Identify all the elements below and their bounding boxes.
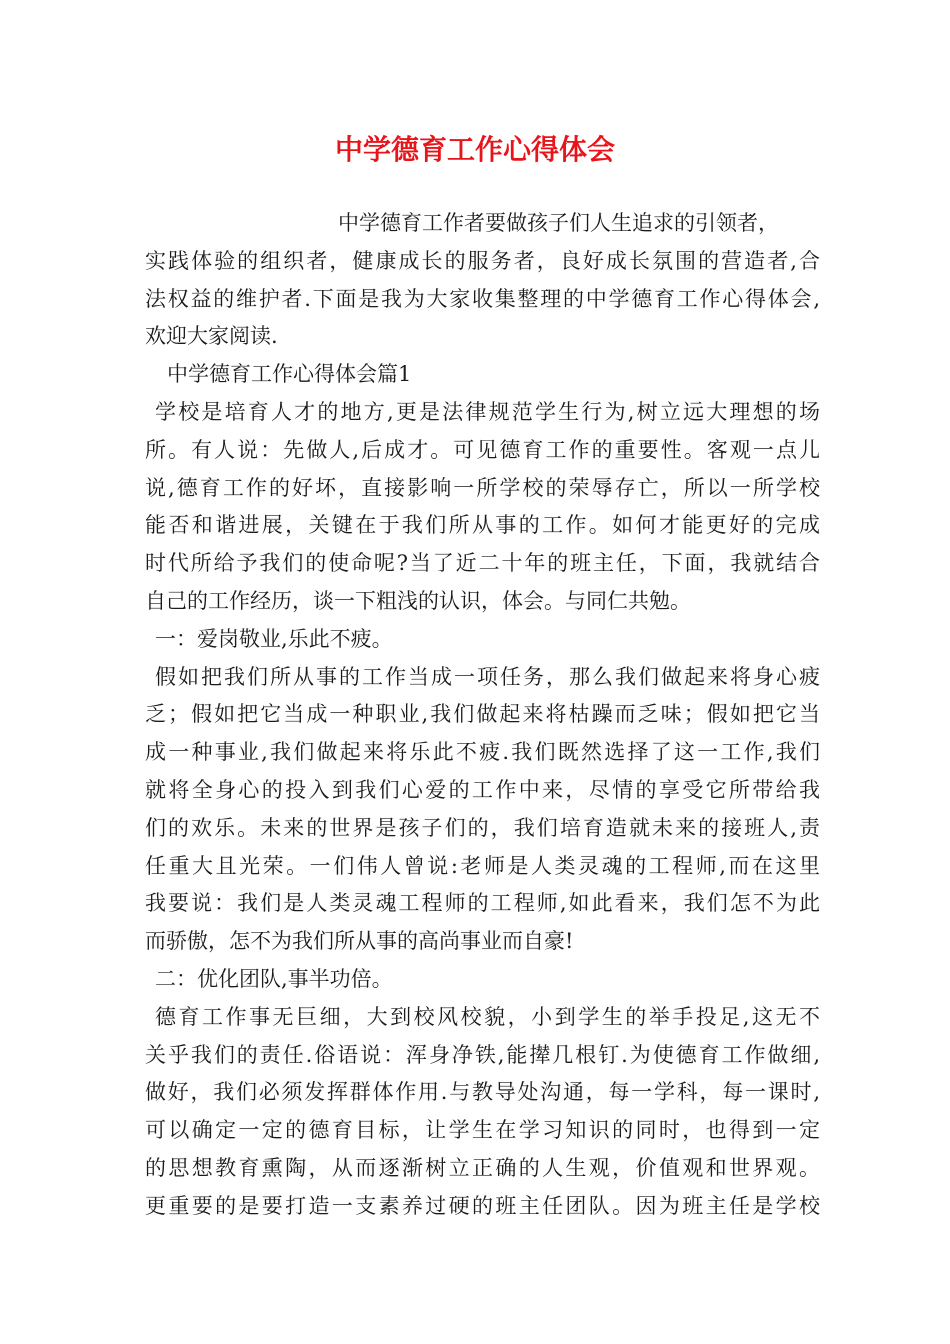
- intro-line: 中学德育工作者要做孩子们人生追求的引领者，: [338, 211, 779, 235]
- paragraph-line: 就将全身心的投入到我们心爱的工作中来，尽情的享受它所带给我: [145, 777, 820, 802]
- document-body: [145, 205, 820, 1226]
- paragraph-line: 自己的工作经历，谈一下粗浅的认识，体会。与同仁共勉。: [145, 588, 691, 613]
- paragraph-line: 乏；假如把它当成一种职业,我们做起来将枯躁而乏味；假如把它当: [145, 702, 820, 727]
- paragraph-line: 说,德育工作的好坏，直接影响一所学校的荣辱存亡，所以一所学校: [145, 475, 820, 500]
- section-heading: 中学德育工作心得体会篇1: [167, 362, 412, 387]
- paragraph-line: 成一种事业,我们做起来将乐此不疲.我们既然选择了这一工作,我们: [145, 740, 820, 765]
- intro-line: 欢迎大家阅读.: [145, 324, 278, 349]
- paragraph-line: 德育工作事无巨细，大到校风校貌，小到学生的举手投足,这无不: [155, 1004, 820, 1029]
- paragraph-line: 所。有人说：先做人,后成才。可见德育工作的重要性。客观一点儿: [145, 437, 820, 462]
- paragraph-line: 做好，我们必须发挥群体作用.与教导处沟通，每一学科，每一课时,: [145, 1080, 820, 1105]
- intro-line: 实践体验的组织者，健康成长的服务者，良好成长氛围的营造者,合: [145, 248, 820, 273]
- paragraph-line: 的思想教育熏陶，从而逐渐树立正确的人生观，价值观和世界观。: [145, 1155, 820, 1180]
- paragraph-line: 而骄傲，怎不为我们所从事的高尚事业而自豪!: [145, 929, 574, 954]
- paragraph-line: 关乎我们的责任.俗语说：浑身净铁,能撵几根钉.为使德育工作做细,: [145, 1042, 820, 1067]
- paragraph-line: 假如把我们所从事的工作当成一项任务，那么我们做起来将身心疲: [155, 664, 820, 689]
- paragraph-line: 可以确定一定的德育目标，让学生在学习知识的同时，也得到一定: [145, 1118, 820, 1143]
- point-heading: 二：优化团队,事半功倍。: [155, 966, 393, 991]
- intro-line: 法权益的维护者.下面是我为大家收集整理的中学德育工作心得体会,: [145, 286, 820, 311]
- paragraph-line: 我要说：我们是人类灵魂工程师的工程师,如此看来，我们怎不为此: [145, 891, 820, 916]
- paragraph-line: 学校是培育人才的地方,更是法律规范学生行为,树立远大理想的场: [155, 399, 820, 424]
- paragraph-line: 时代所给予我们的使命呢?当了近二十年的班主任，下面，我就结合: [145, 551, 820, 576]
- paragraph-line: 任重大且光荣。一们伟人曾说:老师是人类灵魂的工程师,而在这里: [145, 853, 820, 878]
- point-heading: 一：爱岗敬业,乐此不疲。: [155, 626, 393, 651]
- paragraph-line: 能否和谐进展，关键在于我们所从事的工作。如何才能更好的完成: [145, 513, 820, 538]
- paragraph-line: 们的欢乐。未来的世界是孩子们的，我们培育造就未来的接班人,责: [145, 815, 820, 840]
- document-title: 中学德育工作心得体会: [334, 133, 615, 166]
- paragraph-line: 更重要的是要打造一支素养过硬的班主任团队。因为班主任是学校: [145, 1193, 820, 1218]
